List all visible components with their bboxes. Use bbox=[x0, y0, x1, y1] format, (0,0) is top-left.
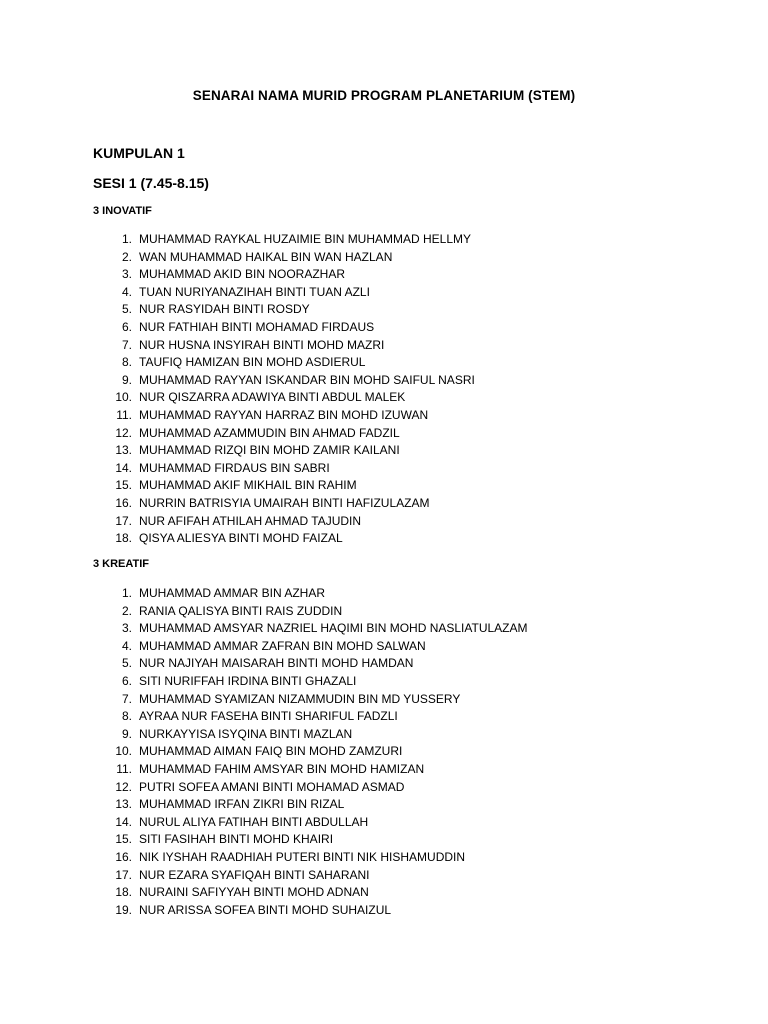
student-row bbox=[93, 477, 713, 495]
student-number: 14. bbox=[115, 460, 132, 475]
student-name: MUHAMMAD FAHIM AMSYAR BIN MOHD HAMIZAN bbox=[139, 761, 425, 776]
student-row bbox=[93, 884, 713, 902]
student-row bbox=[93, 743, 713, 761]
session-heading: SESI 1 (7.45-8.15) bbox=[93, 175, 209, 191]
student-name: MUHAMMAD IRFAN ZIKRI BIN RIZAL bbox=[139, 797, 345, 812]
student-name: SITI FASIHAH BINTI MOHD KHAIRI bbox=[139, 832, 334, 847]
student-row bbox=[93, 902, 713, 920]
student-name: NUR EZARA SYAFIQAH BINTI SAHARANI bbox=[139, 867, 370, 882]
student-name: NUR QISZARRA ADAWIYA BINTI ABDUL MALEK bbox=[139, 390, 406, 405]
student-name: MUHAMMAD AMMAR ZAFRAN BIN MOHD SALWAN bbox=[139, 638, 426, 653]
student-number: 13. bbox=[115, 443, 132, 458]
student-name: MUHAMMAD AMMAR BIN AZHAR bbox=[139, 586, 326, 600]
student-name: NUR NAJIYAH MAISARAH BINTI MOHD HAMDAN bbox=[139, 656, 414, 671]
student-number: 7. bbox=[121, 337, 132, 352]
student-name: NURUL ALIYA FATIHAH BINTI ABDULLAH bbox=[139, 814, 369, 829]
student-name: TAUFIQ HAMIZAN BIN MOHD ASDIERUL bbox=[139, 355, 366, 370]
student-name: NURAINI SAFIYYAH BINTI MOHD ADNAN bbox=[139, 885, 369, 900]
student-number: 6. bbox=[121, 673, 132, 688]
student-number: 12. bbox=[115, 779, 132, 794]
student-number: 17. bbox=[115, 513, 132, 528]
student-number: 4. bbox=[121, 638, 132, 653]
student-name: NURRIN BATRISYIA UMAIRAH BINTI HAFIZULAZAM bbox=[139, 495, 430, 510]
student-row bbox=[93, 460, 713, 478]
student-list-3-inovatif bbox=[93, 231, 713, 548]
student-name: MUHAMMAD SYAMIZAN NIZAMMUDIN BIN MD YUSSERY bbox=[139, 691, 461, 706]
student-number: 12. bbox=[115, 425, 132, 440]
student-number: 18. bbox=[115, 885, 132, 900]
student-name: WAN MUHAMMAD HAIKAL BIN WAN HAZLAN bbox=[139, 249, 393, 264]
student-row bbox=[93, 673, 713, 691]
student-number: 10. bbox=[115, 390, 132, 405]
student-row bbox=[93, 442, 713, 460]
student-number: 3. bbox=[121, 621, 132, 636]
student-number: 15. bbox=[115, 832, 132, 847]
student-name: RANIA QALISYA BINTI RAIS ZUDDIN bbox=[139, 603, 343, 618]
document-title: SENARAI NAMA MURID PROGRAM PLANETARIUM (STEM) bbox=[192, 88, 576, 103]
student-number: 2. bbox=[121, 249, 132, 264]
student-number: 5. bbox=[121, 656, 132, 671]
group-heading: KUMPULAN 1 bbox=[93, 145, 185, 161]
student-name: MUHAMMAD RAYYAN ISKANDAR BIN MOHD SAIFUL NASRI bbox=[139, 372, 475, 387]
student-number: 10. bbox=[115, 744, 132, 759]
student-name: MUHAMMAD RIZQI BIN MOHD ZAMIR KAILANI bbox=[139, 443, 400, 458]
student-number: 3. bbox=[121, 267, 132, 282]
student-row bbox=[93, 389, 713, 407]
student-name: MUHAMMAD FIRDAUS BIN SABRI bbox=[139, 460, 330, 475]
student-row bbox=[93, 620, 713, 638]
student-number: 5. bbox=[121, 302, 132, 317]
student-name: NUR AFIFAH ATHILAH AHMAD TAJUDIN bbox=[139, 513, 362, 528]
student-name: MUHAMMAD AKID BIN NOORAZHAR bbox=[139, 267, 346, 282]
student-number: 2. bbox=[121, 603, 132, 618]
student-number: 4. bbox=[121, 284, 132, 299]
student-row bbox=[93, 407, 713, 425]
student-row bbox=[93, 425, 713, 443]
student-row bbox=[93, 372, 713, 390]
student-name: PUTRI SOFEA AMANI BINTI MOHAMAD ASMAD bbox=[139, 779, 405, 794]
student-number: 14. bbox=[115, 814, 132, 829]
student-row bbox=[93, 726, 713, 744]
student-row bbox=[93, 530, 713, 548]
student-name: QISYA ALIESYA BINTI MOHD FAIZAL bbox=[139, 531, 343, 546]
student-row bbox=[93, 231, 713, 249]
student-row bbox=[93, 849, 713, 867]
student-number: 18. bbox=[115, 531, 132, 546]
student-name: TUAN NURIYANAZIHAH BINTI TUAN AZLI bbox=[139, 284, 370, 299]
student-row bbox=[93, 266, 713, 284]
student-number: 15. bbox=[115, 478, 132, 493]
student-name: NURKAYYISA ISYQINA BINTI MAZLAN bbox=[139, 726, 353, 741]
student-row bbox=[93, 301, 713, 319]
student-number: 11. bbox=[116, 407, 132, 422]
student-number: 13. bbox=[115, 797, 132, 812]
student-row bbox=[93, 814, 713, 832]
student-row bbox=[93, 603, 713, 621]
student-name: AYRAA NUR FASEHA BINTI SHARIFUL FADZLI bbox=[139, 709, 398, 724]
class-heading-3-kreatif: 3 KREATIF bbox=[93, 558, 150, 570]
student-number: 8. bbox=[121, 709, 132, 724]
student-row bbox=[93, 655, 713, 673]
student-name: MUHAMMAD AKIF MIKHAIL BIN RAHIM bbox=[139, 478, 357, 493]
student-name: NUR FATHIAH BINTI MOHAMAD FIRDAUS bbox=[139, 319, 375, 334]
student-name: MUHAMMAD AZAMMUDIN BIN AHMAD FADZIL bbox=[139, 425, 400, 440]
student-name: NUR RASYIDAH BINTI ROSDY bbox=[139, 302, 310, 317]
student-row bbox=[93, 796, 713, 814]
student-name: MUHAMMAD RAYYAN HARRAZ BIN MOHD IZUWAN bbox=[139, 407, 429, 422]
student-number: 8. bbox=[121, 355, 132, 370]
class-heading-3-inovatif: 3 INOVATIF bbox=[93, 205, 152, 217]
student-name: NUR ARISSA SOFEA BINTI MOHD SUHAIZUL bbox=[139, 902, 392, 917]
student-number: 19. bbox=[115, 902, 132, 917]
student-name: MUHAMMAD AMSYAR NAZRIEL HAQIMI BIN MOHD NASLIATULAZAM bbox=[139, 621, 528, 636]
student-list-3-kreatif bbox=[93, 585, 713, 919]
student-name: NIK IYSHAH RAADHIAH PUTERI BINTI NIK HISHAMUDDIN bbox=[139, 849, 466, 864]
student-row bbox=[93, 831, 713, 849]
student-row bbox=[93, 284, 713, 302]
student-name: NUR HUSNA INSYIRAH BINTI MOHD MAZRI bbox=[139, 337, 385, 352]
student-number: 6. bbox=[121, 319, 132, 334]
student-number: 1. bbox=[121, 586, 132, 600]
student-number: 1. bbox=[121, 232, 132, 246]
student-number: 16. bbox=[115, 849, 132, 864]
student-number: 11. bbox=[116, 761, 132, 776]
student-row bbox=[93, 761, 713, 779]
student-row bbox=[93, 638, 713, 656]
student-row bbox=[93, 779, 713, 797]
student-number: 7. bbox=[121, 691, 132, 706]
student-row bbox=[93, 354, 713, 372]
student-row bbox=[93, 495, 713, 513]
student-row bbox=[93, 319, 713, 337]
student-row bbox=[93, 513, 713, 531]
student-row bbox=[93, 867, 713, 885]
student-number: 17. bbox=[115, 867, 132, 882]
student-row bbox=[93, 708, 713, 726]
student-name: SITI NURIFFAH IRDINA BINTI GHAZALI bbox=[139, 673, 357, 688]
student-row bbox=[93, 585, 713, 603]
student-name: MUHAMMAD RAYKAL HUZAIMIE BIN MUHAMMAD HELLMY bbox=[139, 232, 472, 246]
student-row bbox=[93, 337, 713, 355]
student-row bbox=[93, 249, 713, 267]
student-number: 9. bbox=[121, 372, 132, 387]
student-name: MUHAMMAD AIMAN FAIQ BIN MOHD ZAMZURI bbox=[139, 744, 403, 759]
student-row bbox=[93, 691, 713, 709]
student-number: 16. bbox=[115, 495, 132, 510]
student-number: 9. bbox=[121, 726, 132, 741]
